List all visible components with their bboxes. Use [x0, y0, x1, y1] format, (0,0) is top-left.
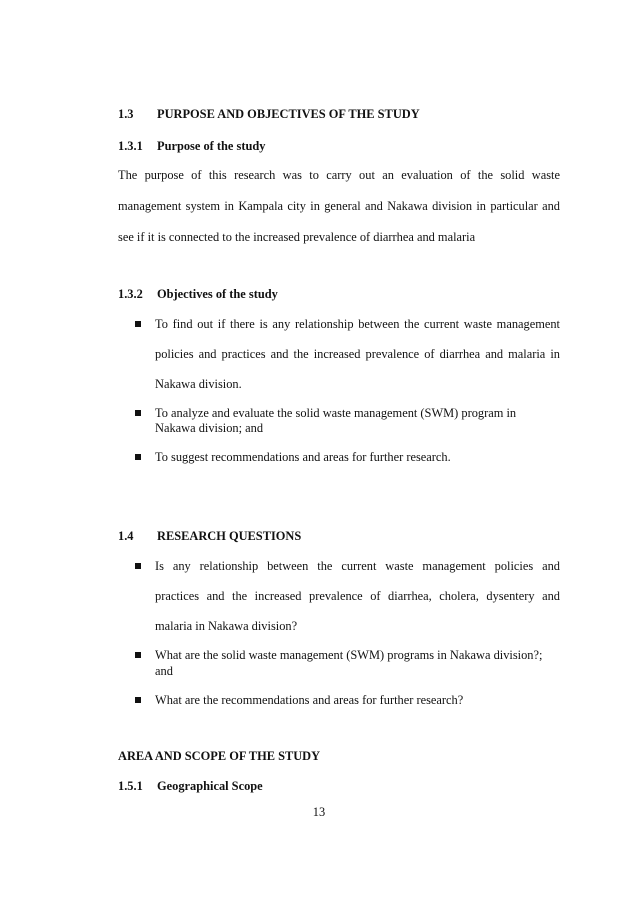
list-item-line: Nakawa division; and — [155, 421, 264, 435]
list-item: What are the recommendations and areas for further research? — [155, 693, 464, 707]
bullet-icon — [135, 410, 141, 416]
list-item-line: and — [155, 664, 173, 678]
list-item-line: What are the solid waste management (SWM) programs in Nakawa division?; — [155, 648, 543, 662]
paragraph-line: The purpose of this research was to carry out an evaluation of the solid waste — [118, 168, 560, 182]
bullet-icon — [135, 697, 141, 703]
bullet-icon — [135, 454, 141, 460]
paragraph-line: see if it is connected to the increased prevalence of diarrhea and malaria — [118, 230, 476, 244]
list-item-line: malaria in Nakawa division? — [155, 619, 298, 633]
list-item-line: Nakawa division. — [155, 377, 242, 391]
bullet-icon — [135, 652, 141, 658]
subsection-number: 1.3.1 — [118, 139, 143, 153]
subsection-number: 1.5.1 — [118, 779, 143, 793]
bullet-icon — [135, 563, 141, 569]
section-heading: AREA AND SCOPE OF THE STUDY — [118, 749, 321, 763]
paragraph-line: management system in Kampala city in general and Nakawa division in particular and — [118, 199, 560, 213]
section-number: 1.3 — [118, 107, 134, 121]
list-item-line: To find out if there is any relationship between the current waste management — [155, 317, 560, 331]
page-number: 13 — [312, 805, 326, 819]
list-item-line: policies and practices and the increased prevalence of diarrhea and malaria in — [155, 347, 560, 361]
subsection-heading: Geographical Scope — [157, 779, 263, 793]
list-item-line: Is any relationship between the current waste management policies and — [155, 559, 560, 573]
bullet-icon — [135, 321, 141, 327]
list-item: To suggest recommendations and areas for further research. — [155, 450, 451, 464]
list-item-line: To analyze and evaluate the solid waste management (SWM) program in — [155, 406, 517, 420]
section-number: 1.4 — [118, 529, 134, 543]
section-heading: PURPOSE AND OBJECTIVES OF THE STUDY — [157, 107, 420, 121]
subsection-heading: Purpose of the study — [157, 139, 266, 153]
list-item-line: practices and the increased prevalence of diarrhea, cholera, dysentery and — [155, 589, 560, 603]
subsection-number: 1.3.2 — [118, 287, 143, 301]
section-heading: RESEARCH QUESTIONS — [157, 529, 302, 543]
subsection-heading: Objectives of the study — [157, 287, 278, 301]
